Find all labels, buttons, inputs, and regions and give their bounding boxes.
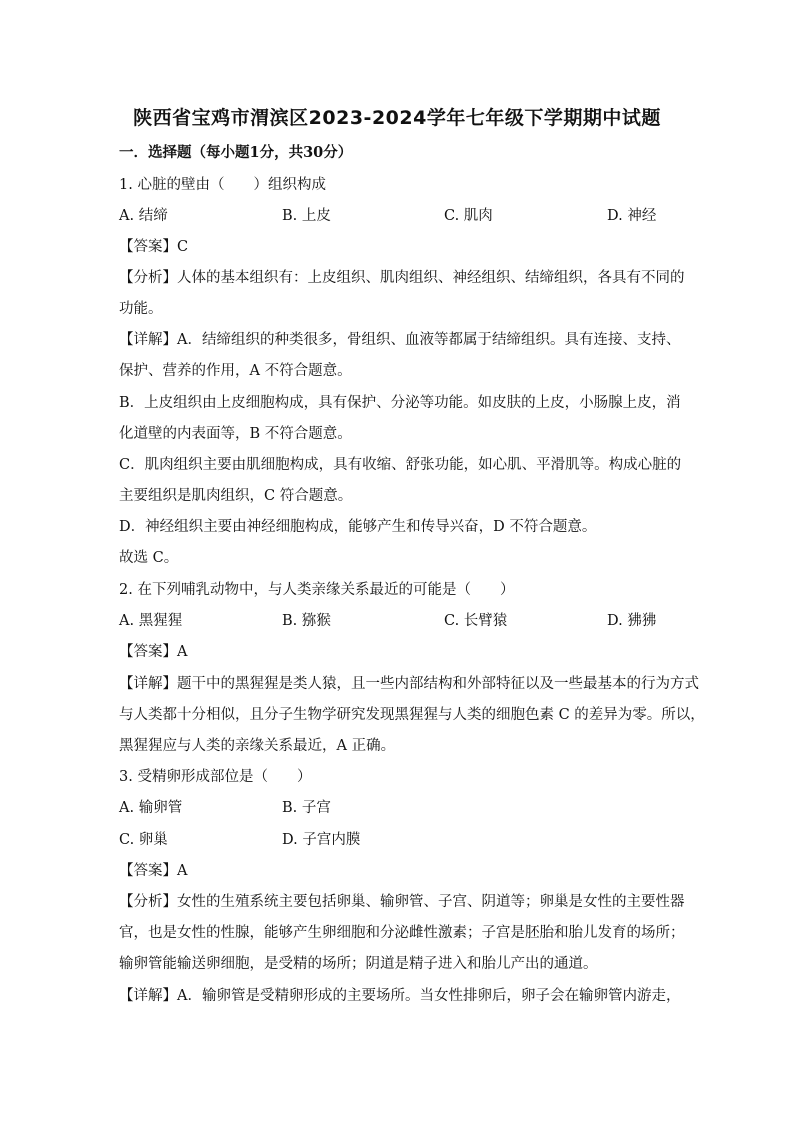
q1-detail-line: B．上皮组织由上皮细胞构成，具有保护、分泌等功能。如皮肤的上皮，小肠腺上皮，消 — [119, 395, 681, 411]
q3-option-d: D. 子宫内膜 — [282, 832, 361, 848]
q3-option-b: B. 子宫 — [282, 800, 331, 816]
q3-option-a: A. 输卵管 — [119, 800, 183, 816]
q1-option-d: D. 神经 — [607, 208, 657, 224]
q1-answer: 【答案】C — [119, 239, 189, 255]
q1-detail-line: 化道壁的内表面等，B 不符合题意。 — [119, 426, 352, 442]
q2-option-d: D. 狒狒 — [607, 613, 657, 629]
q1-option-b: B. 上皮 — [282, 208, 331, 224]
q2-option-a: A. 黑猩猩 — [119, 613, 183, 629]
q1-option-c: C. 肌肉 — [444, 208, 493, 224]
q3-answer: 【答案】A — [119, 863, 188, 879]
q1-detail-line: D．神经组织主要由神经细胞构成，能够产生和传导兴奋，D 不符合题意。 — [119, 519, 597, 535]
q2-detail-line: 与人类都十分相似，且分子生物学研究发现黑猩猩与人类的细胞色素 C 的差异为零。所以， — [119, 707, 705, 723]
q3-option-c: C. 卵巢 — [119, 832, 168, 848]
q1-analysis-line: 【分析】人体的基本组织有：上皮组织、肌肉组织、神经组织、结缔组织，各具有不同的 — [119, 270, 685, 286]
section-heading: 一．选择题（每小题1分，共30分） — [119, 144, 353, 161]
q2-detail-line: 【详解】题干中的黑猩猩是类人猿，且一些内部结构和外部特征以及一些最基本的行为方式 — [119, 676, 699, 692]
q3-analysis-line: 【分析】女性的生殖系统主要包括卵巢、输卵管、子宫、阴道等；卵巢是女性的主要性器 — [119, 894, 685, 910]
q2-answer: 【答案】A — [119, 644, 188, 660]
q1-detail-line: 保护、营养的作用，A 不符合题意。 — [119, 363, 352, 379]
q3-detail-line: 【详解】A．输卵管是受精卵形成的主要场所。当女性排卵后，卵子会在输卵管内游走， — [119, 988, 681, 1004]
q3-analysis-line: 官，也是女性的性腺，能够产生卵细胞和分泌雌性激素；子宫是胚胎和胎儿发育的场所； — [119, 925, 685, 941]
q1-conclusion: 故选 C。 — [119, 550, 179, 566]
q1-detail-line: 主要组织是肌肉组织，C 符合题意。 — [119, 488, 353, 504]
q2-detail-line: 黑猩猩应与人类的亲缘关系最近，A 正确。 — [119, 738, 396, 754]
q1-option-a: A. 结缔 — [119, 208, 168, 224]
question-2-stem: 2. 在下列哺乳动物中，与人类亲缘关系最近的可能是（ ） — [119, 582, 515, 598]
q3-analysis-line: 输卵管能输送卵细胞，是受精的场所；阴道是精子进入和胎儿产出的通道。 — [119, 956, 598, 972]
q1-detail-line: 【详解】A．结缔组织的种类很多，骨组织、血液等都属于结缔组织。具有连接、支持、 — [119, 332, 681, 348]
question-1-stem: 1. 心脏的壁由（ ）组织构成 — [119, 177, 326, 193]
q1-detail-line: C．肌肉组织主要由肌细胞构成，具有收缩、舒张功能，如心肌、平滑肌等。构成心脏的 — [119, 457, 682, 473]
q2-option-c: C. 长臂猿 — [444, 613, 508, 629]
q2-option-b: B. 猕猴 — [282, 613, 331, 629]
question-3-stem: 3. 受精卵形成部位是（ ） — [119, 769, 312, 785]
page-title: 陕西省宝鸡市渭滨区2023-2024学年七年级下学期期中试题 — [133, 107, 661, 129]
q1-analysis-line: 功能。 — [119, 301, 163, 317]
